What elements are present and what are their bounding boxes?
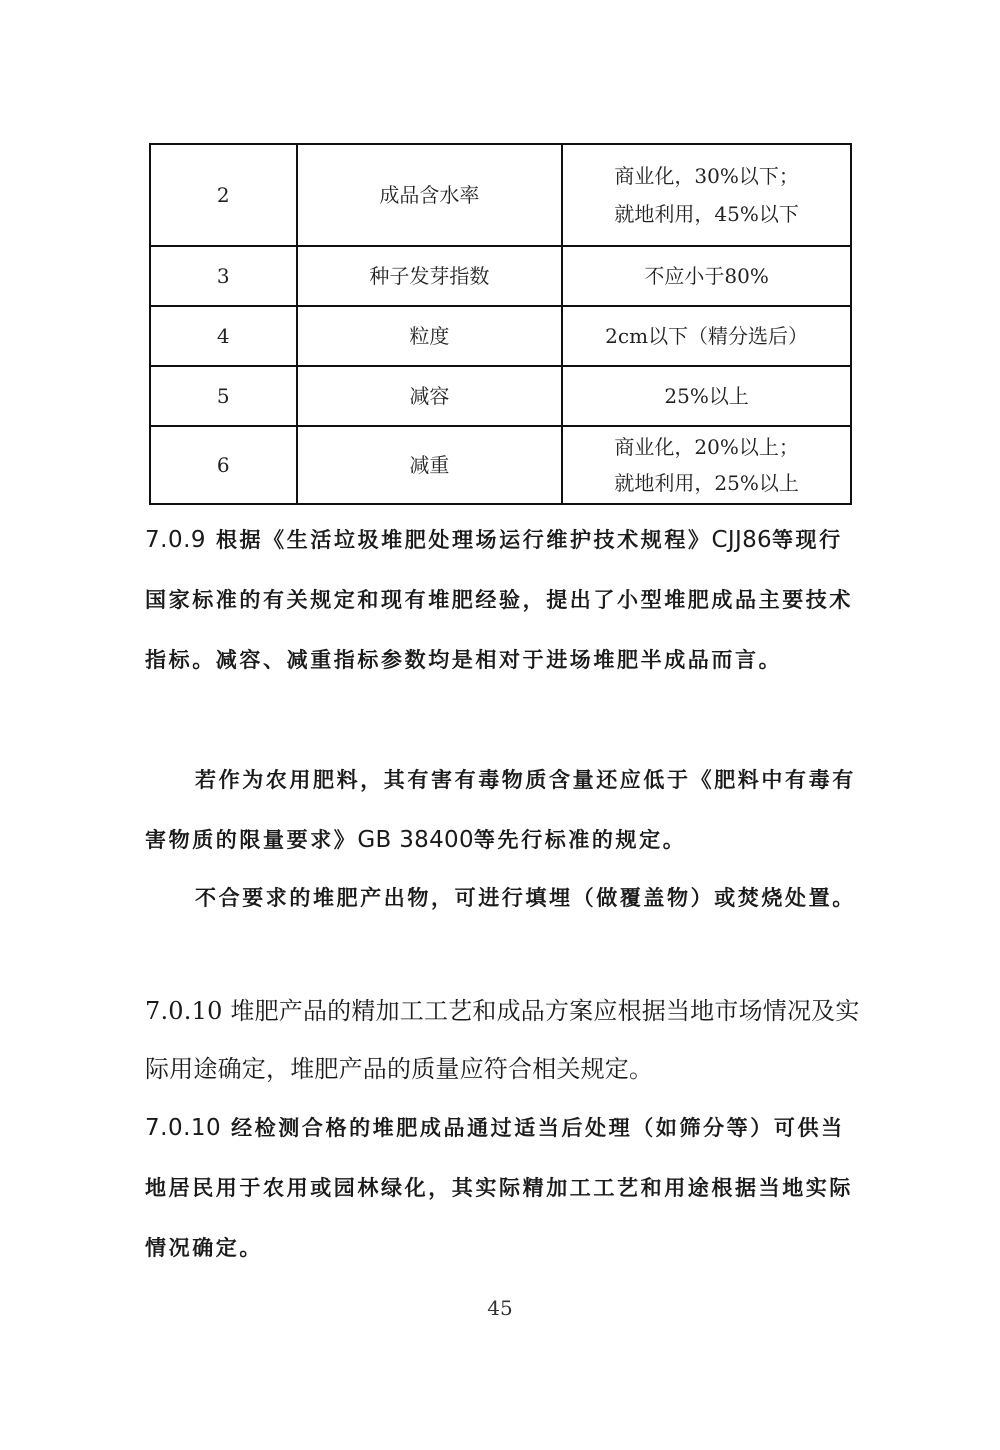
row-number: 3	[150, 246, 297, 306]
commentary-7-0-10	[145, 1098, 860, 1278]
table-row	[150, 366, 851, 426]
value-line: 商业化，20%以上；	[614, 435, 799, 459]
row-item: 种子发芽指数	[297, 246, 563, 306]
value-line: 商业化，30%以下；	[614, 164, 799, 188]
commentary-text: 等先行标准的规定。	[473, 828, 687, 852]
row-item: 减容	[297, 366, 563, 426]
standard-code: GB 38400	[357, 827, 474, 853]
commentary-text: 等现行国家标准的有关规定和现有堆肥经验，提出了小型堆肥成品主要技术指标。减容、减重指标参数均是相对于进场堆肥半成品而言。	[145, 528, 853, 672]
row-value	[562, 306, 851, 366]
value-line: 2cm以下（精分选后）	[605, 324, 809, 348]
row-number: 6	[150, 426, 297, 504]
clause-7-0-10	[145, 982, 860, 1098]
row-item: 粒度	[297, 306, 563, 366]
commentary-7-0-9	[145, 510, 860, 690]
value-line: 就地利用，25%以上	[614, 471, 799, 495]
row-value	[562, 426, 851, 504]
row-value	[562, 366, 851, 426]
row-number: 5	[150, 366, 297, 426]
value-line: 25%以上	[664, 384, 749, 408]
value-line: 不应小于80%	[644, 264, 769, 288]
commentary-disposal	[145, 868, 860, 928]
commentary-text: 根据《生活垃圾堆肥处理场运行维护技术规程》	[206, 528, 712, 552]
commentary-text: 若作为农用肥料，其有害有毒物质含量还应低于《肥料中有毒有害物质的限量要求》	[145, 768, 856, 852]
clause-number: 7.0.10	[145, 1115, 222, 1141]
commentary-text: 不合要求的堆肥产出物，可进行填埋（做覆盖物）或焚烧处置。	[195, 886, 856, 910]
compost-spec-table	[149, 143, 852, 505]
row-number: 4	[150, 306, 297, 366]
table-row	[150, 306, 851, 366]
page-number: 45	[487, 1296, 513, 1320]
value-line: 就地利用，45%以下	[614, 202, 799, 226]
table-row	[150, 144, 851, 246]
commentary-fertilizer	[145, 750, 860, 870]
clause-text: 7.0.10 堆肥产品的精加工工艺和成品方案应根据当地市场情况及实际用途确定，堆肥产品的质量应符合相关规定。	[145, 997, 860, 1083]
table-row	[150, 246, 851, 306]
row-value	[562, 144, 851, 246]
row-number: 2	[150, 144, 297, 246]
table-row	[150, 426, 851, 504]
commentary-text: 经检测合格的堆肥成品通过适当后处理（如筛分等）可供当地居民用于农用或园林绿化，其实际精加工工艺和用途根据当地实际情况确定。	[145, 1116, 853, 1260]
row-value	[562, 246, 851, 306]
clause-number: 7.0.9	[145, 527, 207, 553]
row-item: 成品含水率	[297, 144, 563, 246]
standard-code: CJJ86	[711, 527, 772, 553]
row-item: 减重	[297, 426, 563, 504]
